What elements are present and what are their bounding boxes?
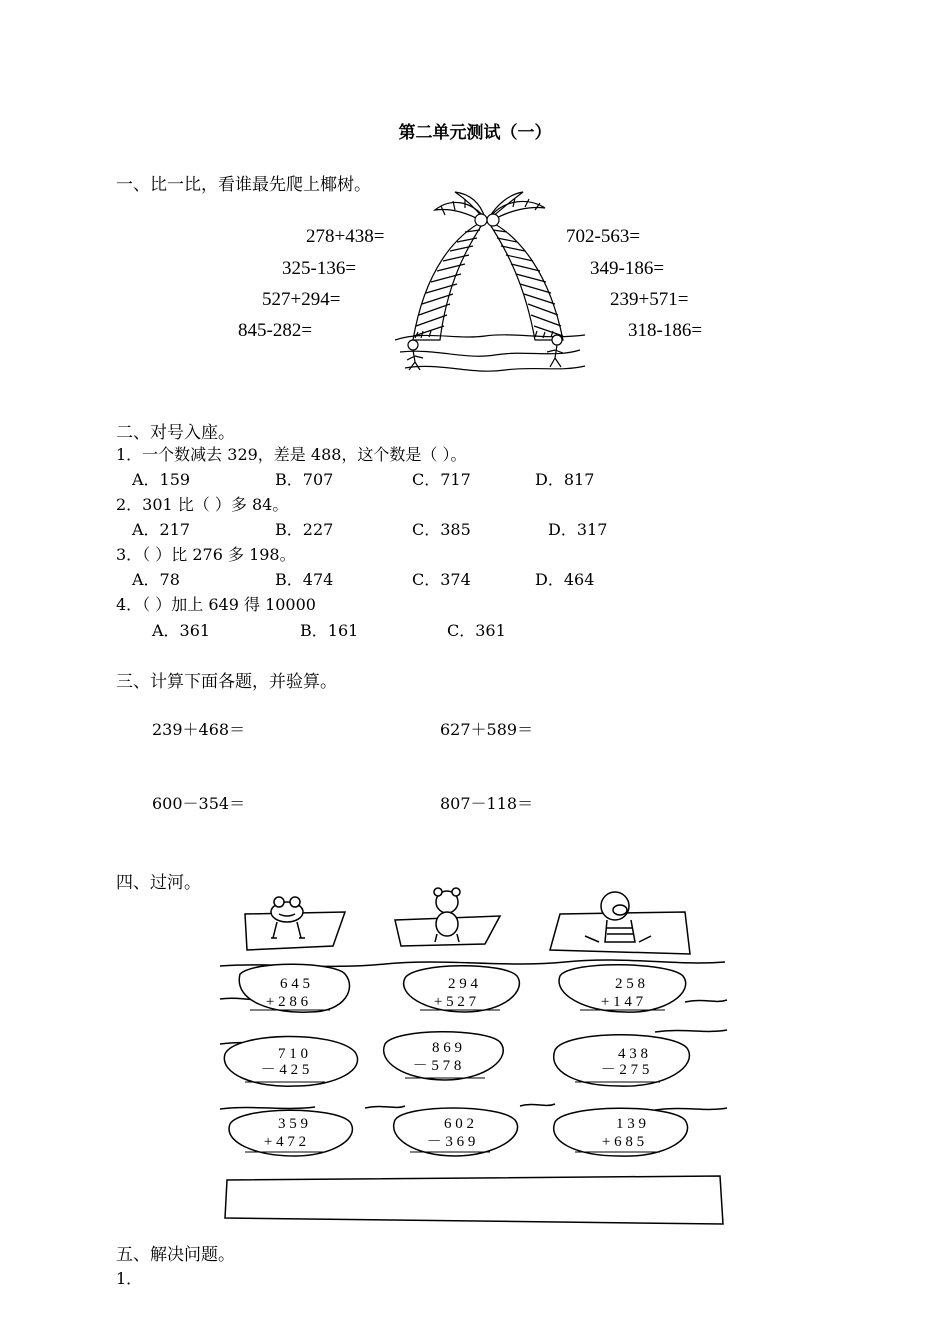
option: A．361 (152, 621, 211, 640)
calc-problem: 239＋468＝ (152, 720, 246, 739)
far-shore (225, 1176, 723, 1224)
option: C．374 (412, 570, 471, 589)
stone-top-number: 1 3 9 (616, 1116, 646, 1132)
left-equation: 845-282= (238, 320, 313, 341)
stone-top-number: 2 5 8 (615, 976, 645, 992)
option: C．717 (412, 470, 471, 489)
left-equation: 278+438= (306, 226, 385, 247)
stone-bottom-number: + 4 7 2 (263, 1134, 307, 1150)
stone-bottom-number: + 2 8 6 (265, 994, 309, 1010)
section1-heading: 一、比一比，看谁最先爬上椰树。 (116, 175, 371, 195)
section5-heading: 五、解决问题。 (116, 1245, 235, 1265)
right-equation: 239+571= (610, 289, 689, 310)
option: A．159 (132, 470, 191, 489)
left-equation: 527+294= (262, 289, 341, 310)
calc-problem: 807－118＝ (440, 794, 534, 813)
right-equation: 349-186= (590, 258, 665, 279)
stone-top-number: 8 6 9 (432, 1040, 462, 1056)
stone-bottom-number: + 5 2 7 (433, 994, 477, 1010)
river-crossing-illustration (215, 884, 730, 1229)
question-4: 4．（ ）加上 649 得 10000 (116, 595, 316, 614)
stone-top-number: 6 0 2 (444, 1116, 474, 1132)
stone-top-number: 2 9 4 (448, 976, 478, 992)
right-equation: 318-186= (628, 320, 703, 341)
palm-tree-illustration (385, 190, 590, 380)
stone-top-number: 6 4 5 (280, 976, 310, 992)
right-equation: 702-563= (566, 226, 641, 247)
calc-problem: 600－354＝ (152, 794, 246, 813)
option: B．161 (300, 621, 359, 640)
section4-heading: 四、过河。 (116, 873, 201, 893)
question-1: 1．一个数减去 329，差是 488，这个数是（ ）。 (116, 445, 467, 464)
option: B．474 (275, 570, 334, 589)
stone-top-number: 7 1 0 (278, 1046, 308, 1062)
option: D．317 (548, 520, 608, 539)
stone-top-number: 3 5 9 (278, 1116, 308, 1132)
stone-bottom-number: + 1 4 7 (600, 994, 644, 1010)
stone-bottom-number: － 2 7 5 (600, 1062, 650, 1078)
page-title: 第二单元测试（一） (398, 123, 552, 143)
question-3: 3．（ ）比 276 多 198。 (116, 545, 296, 564)
problem-1-label: 1． (116, 1269, 143, 1288)
stone-top-number: 4 3 8 (618, 1046, 648, 1062)
option: B．707 (275, 470, 334, 489)
option: C．361 (447, 621, 506, 640)
section3-heading: 三、计算下面各题，并验算。 (116, 672, 337, 692)
stone-bottom-number: － 5 7 8 (412, 1058, 462, 1074)
question-2: 2．301 比（ ）多 84。 (116, 495, 289, 514)
option: D．464 (535, 570, 595, 589)
option: A．217 (132, 520, 191, 539)
option: C．385 (412, 520, 471, 539)
stone-bottom-number: － 4 2 5 (260, 1062, 310, 1078)
option: B．227 (275, 520, 334, 539)
section2-heading: 二、对号入座。 (116, 423, 235, 443)
stone-bottom-number: + 6 8 5 (601, 1134, 645, 1150)
option: A．78 (132, 570, 180, 589)
option: D．817 (535, 470, 595, 489)
calc-problem: 627＋589＝ (440, 720, 534, 739)
left-equation: 325-136= (282, 258, 357, 279)
stone-bottom-number: － 3 6 9 (426, 1134, 476, 1150)
